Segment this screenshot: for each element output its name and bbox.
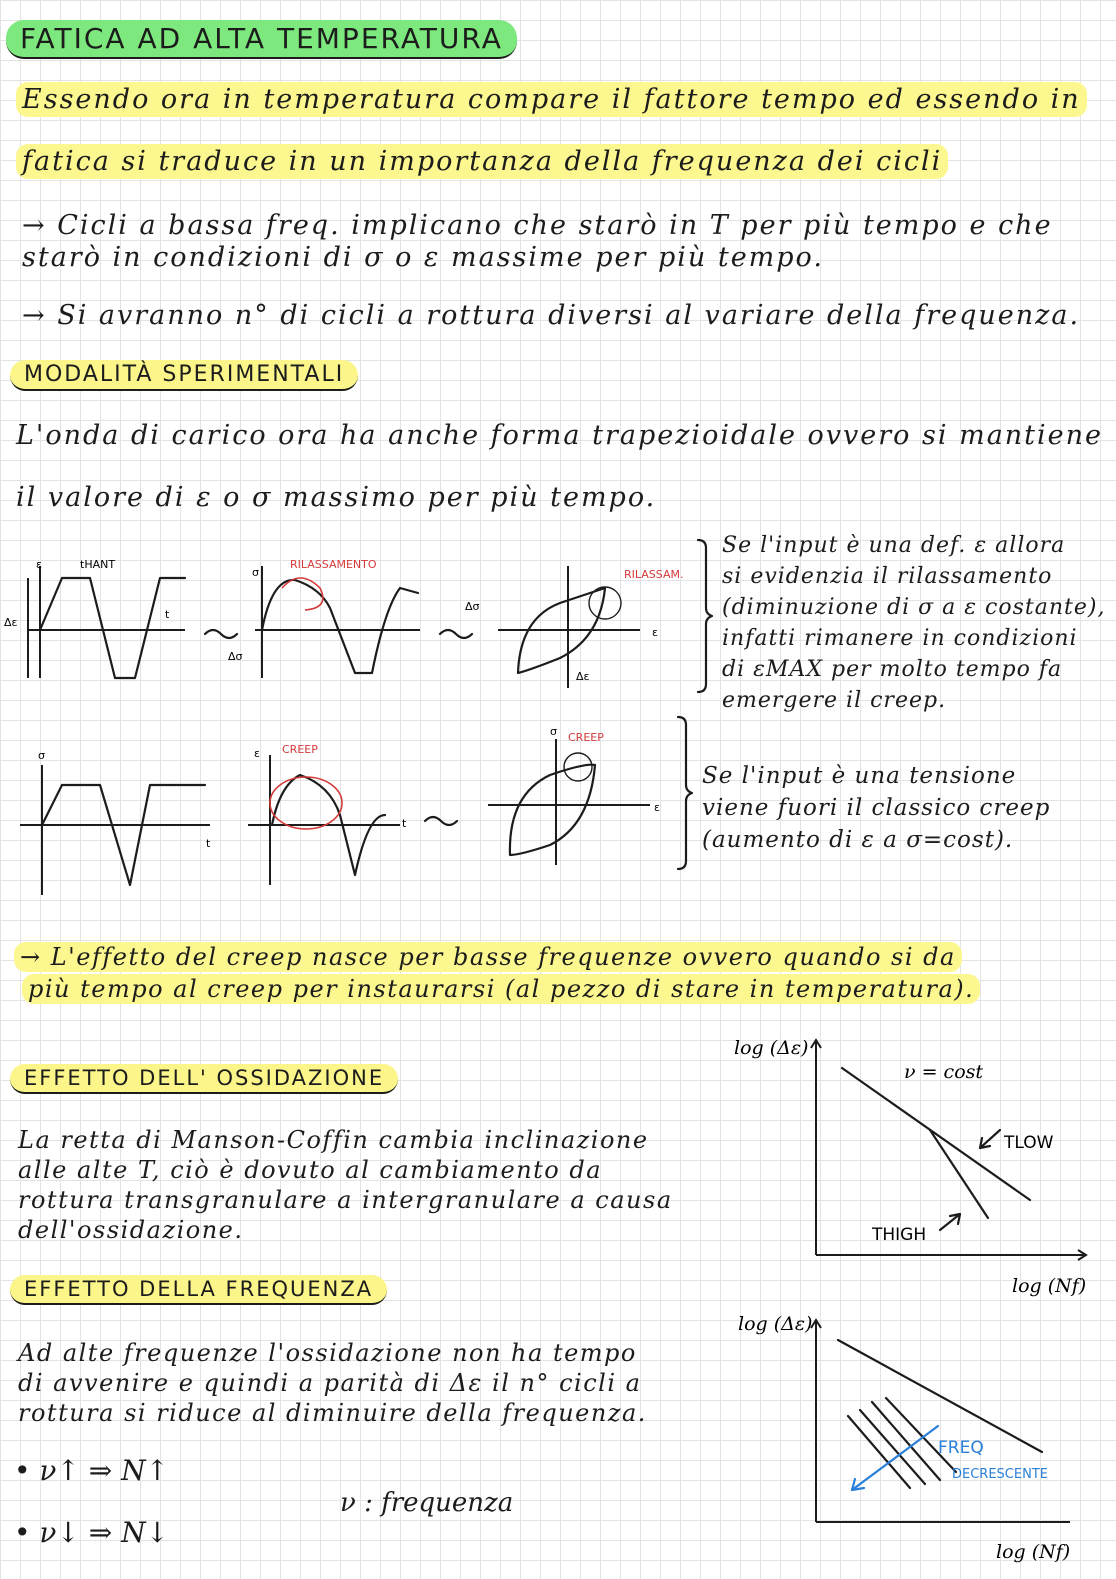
d6-creep-label: CREEP	[568, 731, 604, 744]
d3-eps-label: ε	[652, 626, 658, 639]
g2-ylabel: log (Δε)	[738, 1313, 813, 1335]
arrow-icon	[425, 817, 457, 825]
d2-rilass-label: RILASSAMENTO	[290, 558, 377, 571]
oxid-line: alle alte T, ciò è dovuto al cambiamento da	[18, 1156, 603, 1184]
d3-rilass-label: RILASSAM.	[624, 568, 684, 581]
intro-line-2: fatica si traduce in un importanza della frequenza dei cicli	[16, 144, 948, 179]
g2-decr-label: DECRESCENTE	[952, 1467, 1048, 1482]
freq-line: rottura si riduce al diminuire della frequenza.	[18, 1399, 647, 1427]
oxid-title: EFFETTO DELL' OSSIDAZIONE	[10, 1064, 398, 1094]
frequency-effect-graph	[738, 1310, 1071, 1563]
g1-ylabel: log (Δε)	[734, 1037, 809, 1059]
d5-eps-label: ε	[254, 747, 260, 760]
creep-line-2: più tempo al creep per instaurarsi (al pezzo di stare in temperatura).	[22, 974, 980, 1004]
page-title-block	[6, 22, 517, 55]
d6-sigma-label: σ	[550, 725, 557, 738]
oxid-line: rottura transgranulare a intergranulare a causa	[18, 1186, 673, 1214]
diagram-hysteresis-relax	[465, 566, 683, 688]
diagram-stress-wave	[20, 749, 211, 895]
note1-line: emergere il creep.	[722, 688, 947, 713]
freq-title-block	[10, 1277, 387, 1301]
d5-t-label: t	[402, 817, 407, 830]
d2-deltasigma-label: Δσ	[228, 650, 243, 663]
note1-line: di εMAX per molto tempo fa	[722, 657, 1063, 682]
modes-title: MODALITÀ SPERIMENTALI	[10, 360, 358, 391]
note2-line: Se l'input è una tensione	[702, 763, 1017, 789]
note1-line: si evidenzia il rilassamento	[722, 564, 1053, 589]
diagram-stress-response	[228, 558, 420, 678]
modes-title-block	[10, 362, 358, 387]
diagram-hysteresis-creep	[488, 725, 660, 865]
modes-line-2: il valore di ε o σ massimo per più tempo.	[16, 482, 657, 513]
freq-line: Ad alte frequenze l'ossidazione non ha tempo	[18, 1339, 637, 1367]
g2-freq-label: FREQ	[938, 1438, 984, 1458]
strain-input-diagrams	[0, 548, 700, 728]
d1-deltaeps-label: Δε	[4, 616, 18, 629]
freq-title: EFFETTO DELLA FREQUENZA	[10, 1275, 387, 1305]
intro-line-1: Essendo ora in temperatura compare il fattore tempo ed essendo in	[16, 82, 1087, 117]
diagram-strain-response	[248, 743, 407, 885]
note1-line: (diminuzione di σ a ε costante),	[722, 595, 1106, 620]
bullet2-line: → Si avranno n° di cicli a rottura diversi al variare della frequenza.	[22, 300, 1081, 331]
creep-line-1: → L'effetto del creep nasce per basse frequenze ovvero quando si da	[14, 942, 962, 972]
bullet1-line-1: → Cicli a bassa freq. implicano che starò in T per più tempo e che	[22, 210, 1053, 241]
note1-block	[722, 530, 1105, 716]
g1-xlabel: log (Nf)	[1012, 1275, 1087, 1297]
oxid-line: dell'ossidazione.	[18, 1216, 244, 1244]
d3-deltaeps-label: Δε	[576, 670, 590, 683]
d4-t-label: t	[206, 837, 211, 850]
g1-tlow-label: TLOW	[1004, 1133, 1054, 1153]
arrow-icon	[205, 630, 237, 638]
note2-block	[702, 760, 1050, 856]
bullet1-line-2: starò in condizioni di σ o ε massime per più tempo.	[22, 242, 824, 273]
note1-line: Se l'input è una def. ε allora	[722, 533, 1066, 558]
modes-line-1: L'onda di carico ora ha anche forma trapezioidale ovvero si mantiene	[16, 420, 1104, 451]
d1-eps-label: ε	[36, 558, 42, 571]
oxid-text	[18, 1125, 673, 1245]
d1-thmant-label: tHANT	[80, 558, 116, 571]
d4-sigma-label: σ	[38, 749, 45, 762]
d6-eps-label: ε	[654, 801, 660, 814]
g1-thigh-label: THIGH	[872, 1225, 927, 1245]
d1-t-label: t	[165, 608, 170, 621]
d2-sigma-label: σ	[252, 566, 259, 579]
page-title: FATICA AD ALTA TEMPERATURA	[6, 20, 517, 59]
freq-text	[18, 1338, 647, 1428]
note2-line: viene fuori il classico creep	[702, 795, 1051, 821]
bullet-nu-up: • ν↑ ⇒ N↑	[14, 1454, 170, 1487]
note1-line: infatti rimanere in condizioni	[722, 626, 1078, 651]
note2-line: (aumento di ε a σ=cost).	[702, 827, 1014, 853]
d3-deltasigma-label: Δσ	[465, 600, 480, 613]
oxid-line: La retta di Manson-Coffin cambia inclinazione	[18, 1126, 649, 1154]
diagram-strain-wave	[4, 558, 185, 678]
arrow-icon	[440, 630, 472, 638]
bullet-nu-down: • ν↓ ⇒ N↓	[14, 1516, 170, 1549]
d5-creep-label: CREEP	[282, 743, 318, 756]
stress-input-diagrams	[0, 725, 700, 895]
freq-line: di avvenire e quindi a parità di Δε il n° cicli a	[18, 1369, 642, 1397]
g2-xlabel: log (Nf)	[996, 1541, 1071, 1563]
nu-definition: ν : frequenza	[340, 1488, 514, 1518]
oxid-title-block	[10, 1066, 398, 1090]
manson-coffin-graph	[734, 1030, 1087, 1297]
g1-nu-label: ν = cost	[904, 1061, 984, 1083]
